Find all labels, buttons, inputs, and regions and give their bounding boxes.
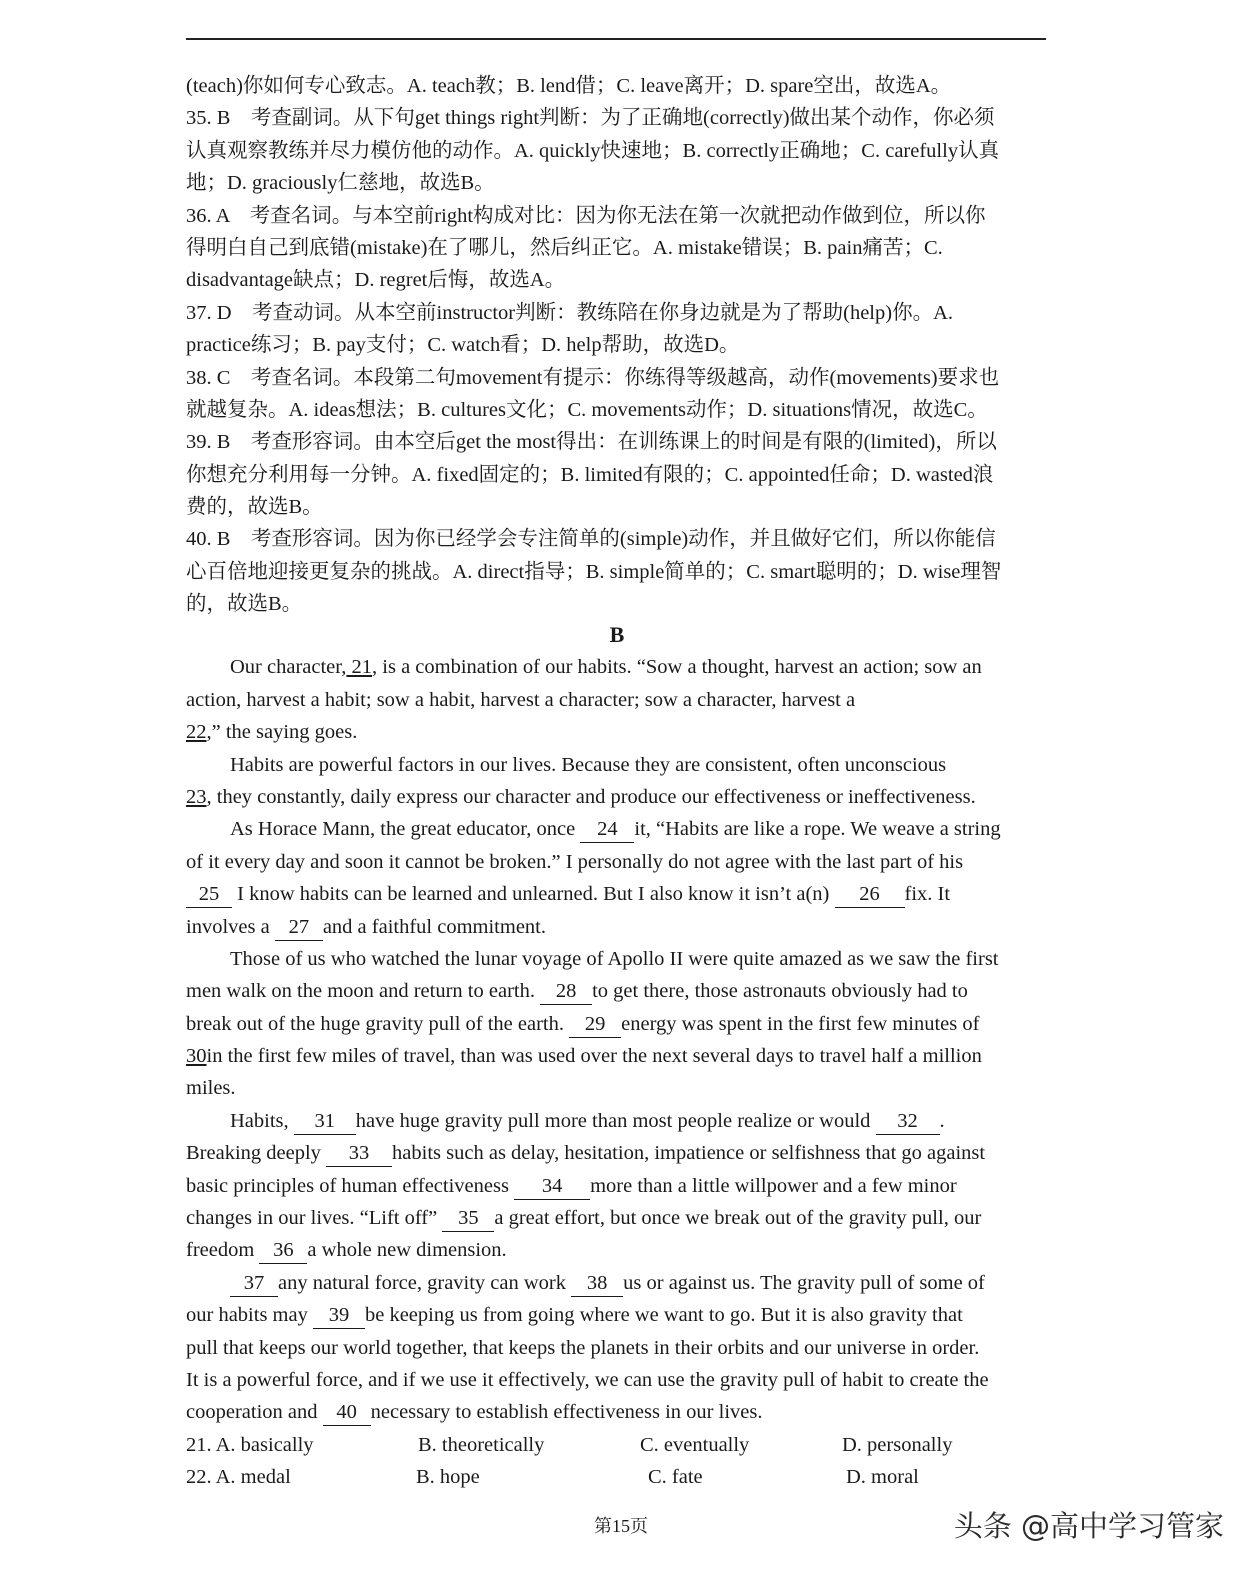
blank-33: 33 bbox=[326, 1140, 392, 1167]
explanation-line: (teach)你如何专心致志。A. teach教；B. lend借；C. leave离开；D. spare空出，故选A。 bbox=[186, 75, 952, 97]
paragraph-line: break out of the huge gravity pull of the earth. 29 energy was spent in the first few minutes of bbox=[186, 1008, 1048, 1040]
option-b: B. hope bbox=[416, 1466, 480, 1489]
blank-35: 35 bbox=[442, 1205, 494, 1232]
blank-39: 39 bbox=[313, 1302, 365, 1329]
blank-24: 24 bbox=[580, 816, 634, 843]
blank-29: 29 bbox=[569, 1011, 621, 1038]
cloze-passage bbox=[186, 619, 1048, 1494]
blank-38: 38 bbox=[571, 1270, 623, 1297]
paragraph-line: miles. bbox=[186, 1077, 236, 1100]
paragraph-line: basic principles of human effectiveness 34 more than a little willpower and a few minor bbox=[186, 1170, 1048, 1202]
paragraph-line: involves a 27 and a faithful commitment. bbox=[186, 911, 1048, 943]
paragraph-line: Habits are powerful factors in our lives. Because they are consistent, often unconscious bbox=[230, 753, 947, 776]
header-rule bbox=[186, 38, 1046, 40]
section-heading: B bbox=[609, 622, 625, 647]
explanation-line: 40. B 考查形容词。因为你已经学会专注简单的(simple)动作，并且做好它们，所以你能信 bbox=[186, 528, 996, 551]
explanation-line: 你想充分利用每一分钟。A. fixed固定的；B. limited有限的；C. appointed任命；D. wasted浪 bbox=[186, 463, 994, 486]
paragraph-line: Breaking deeply 33 habits such as delay, hesitation, impatience or selfishness that go against bbox=[186, 1137, 1048, 1169]
options-row-21 bbox=[186, 1429, 1048, 1461]
option-c: C. fate bbox=[648, 1466, 703, 1489]
explanation-line: 地；D. graciously仁慈地，故选B。 bbox=[186, 172, 495, 195]
explanation-line: 认真观察教练并尽力模仿他的动作。A. quickly快速地；B. correctly正确地；C. carefully认真 bbox=[186, 139, 1000, 162]
paragraph-line: Our character, 21, is a combination of our habits. “Sow a thought, harvest an action; sow an bbox=[230, 656, 982, 679]
paragraph-line: our habits may 39 be keeping us from going where we want to go. But it is also gravity that bbox=[186, 1299, 1048, 1331]
answer-explanations bbox=[186, 70, 1048, 621]
option-d: D. personally bbox=[842, 1433, 953, 1456]
paragraph-line: freedom 36 a whole new dimension. bbox=[186, 1234, 1048, 1266]
option-d: D. moral bbox=[846, 1466, 919, 1489]
explanation-line: disadvantage缺点；D. regret后悔，故选A。 bbox=[186, 269, 566, 292]
explanation-line: 36. A 考查名词。与本空前right构成对比：因为你无法在第一次就把动作做到位，所以你 bbox=[186, 204, 986, 227]
option-c: C. eventually bbox=[640, 1433, 750, 1456]
paragraph-line: Those of us who watched the lunar voyage of Apollo II were quite amazed as we saw the first bbox=[230, 947, 999, 970]
blank-21: 21 bbox=[346, 656, 373, 679]
options-row-22 bbox=[186, 1461, 1048, 1493]
blank-36: 36 bbox=[259, 1237, 307, 1264]
blank-26: 26 bbox=[835, 881, 905, 908]
paragraph-line: As Horace Mann, the great educator, once 24 it, “Habits are like a rope. We weave a string bbox=[186, 813, 1048, 845]
paragraph-line: action, harvest a habit; sow a habit, harvest a character; sow a character, harvest a bbox=[186, 688, 856, 711]
paragraph-line: Habits, 31 have huge gravity pull more than most people realize or would 32 . bbox=[186, 1105, 1048, 1137]
paragraph-line: pull that keeps our world together, that keeps the planets in their orbits and our universe in order. bbox=[186, 1336, 980, 1359]
option-b: B. theoretically bbox=[418, 1433, 545, 1456]
paragraph-line: 22,” the saying goes. bbox=[186, 721, 358, 744]
blank-40: 40 bbox=[323, 1399, 371, 1426]
explanation-line: 心百倍地迎接更复杂的挑战。A. direct指导；B. simple简单的；C. smart聪明的；D. wise理智 bbox=[186, 560, 1002, 583]
paragraph-line: of it every day and soon it cannot be broken.” I personally do not agree with the last part of his bbox=[186, 850, 964, 873]
blank-30: 30 bbox=[186, 1045, 207, 1068]
blank-25: 25 bbox=[186, 881, 232, 908]
explanation-line: 35. B 考查副词。从下句get things right判断：为了正确地(correctly)做出某个动作，你必须 bbox=[186, 107, 995, 130]
blank-22: 22 bbox=[186, 721, 207, 744]
blank-31: 31 bbox=[294, 1108, 356, 1135]
blank-28: 28 bbox=[540, 978, 592, 1005]
explanation-line: 得明白自己到底错(mistake)在了哪儿，然后纠正它。A. mistake错误；B. pain痛苦；C. bbox=[186, 236, 943, 259]
explanation-line: 的，故选B。 bbox=[186, 593, 303, 616]
paragraph-line: men walk on the moon and return to earth. 28 to get there, those astronauts obviously had to bbox=[186, 975, 1048, 1007]
paragraph-line: 23, they constantly, daily express our character and produce our effectiveness or ineffectiveness. bbox=[186, 785, 976, 808]
paragraph-line: 30in the first few miles of travel, than was used over the next several days to travel half a million bbox=[186, 1045, 982, 1068]
option-a: 22. A. medal bbox=[186, 1466, 291, 1489]
paragraph-line: changes in our lives. “Lift off” 35 a great effort, but once we break out of the gravity pull, our bbox=[186, 1202, 1048, 1234]
blank-32: 32 bbox=[876, 1108, 940, 1135]
explanation-line: 就越复杂。A. ideas想法；B. cultures文化；C. movements动作；D. situations情况，故选C。 bbox=[186, 398, 988, 421]
explanation-line: 费的，故选B。 bbox=[186, 496, 323, 519]
option-a: 21. A. basically bbox=[186, 1433, 314, 1456]
paragraph-line: 37 any natural force, gravity can work 38 us or against us. The gravity pull of some of bbox=[186, 1267, 1048, 1299]
explanation-line: 38. C 考查名词。本段第二句movement有提示：你练得等级越高，动作(movements)要求也 bbox=[186, 366, 1000, 389]
blank-27: 27 bbox=[275, 914, 323, 941]
paragraph-line: cooperation and 40 necessary to establish effectiveness in our lives. bbox=[186, 1396, 1048, 1428]
blank-34: 34 bbox=[514, 1173, 590, 1200]
explanation-line: 37. D 考查动词。从本空前instructor判断：教练陪在你身边就是为了帮助(help)你。A. bbox=[186, 301, 953, 324]
explanation-line: 39. B 考查形容词。由本空后get the most得出：在训练课上的时间是有限的(limited)，所以 bbox=[186, 431, 997, 454]
blank-23: 23 bbox=[186, 785, 207, 808]
paragraph-line: 25 I know habits can be learned and unlearned. But I also know it isn’t a(n) 26 fix. It bbox=[186, 878, 1048, 910]
explanation-line: practice练习；B. pay支付；C. watch看；D. help帮助，故选D。 bbox=[186, 334, 740, 357]
blank-37: 37 bbox=[230, 1270, 278, 1297]
paragraph-line: It is a powerful force, and if we use it effectively, we can use the gravity pull of habit to create the bbox=[186, 1368, 989, 1391]
watermark: 头条 @高中学习管家 bbox=[953, 1509, 1224, 1543]
page-number: 第15页 bbox=[594, 1516, 648, 1536]
